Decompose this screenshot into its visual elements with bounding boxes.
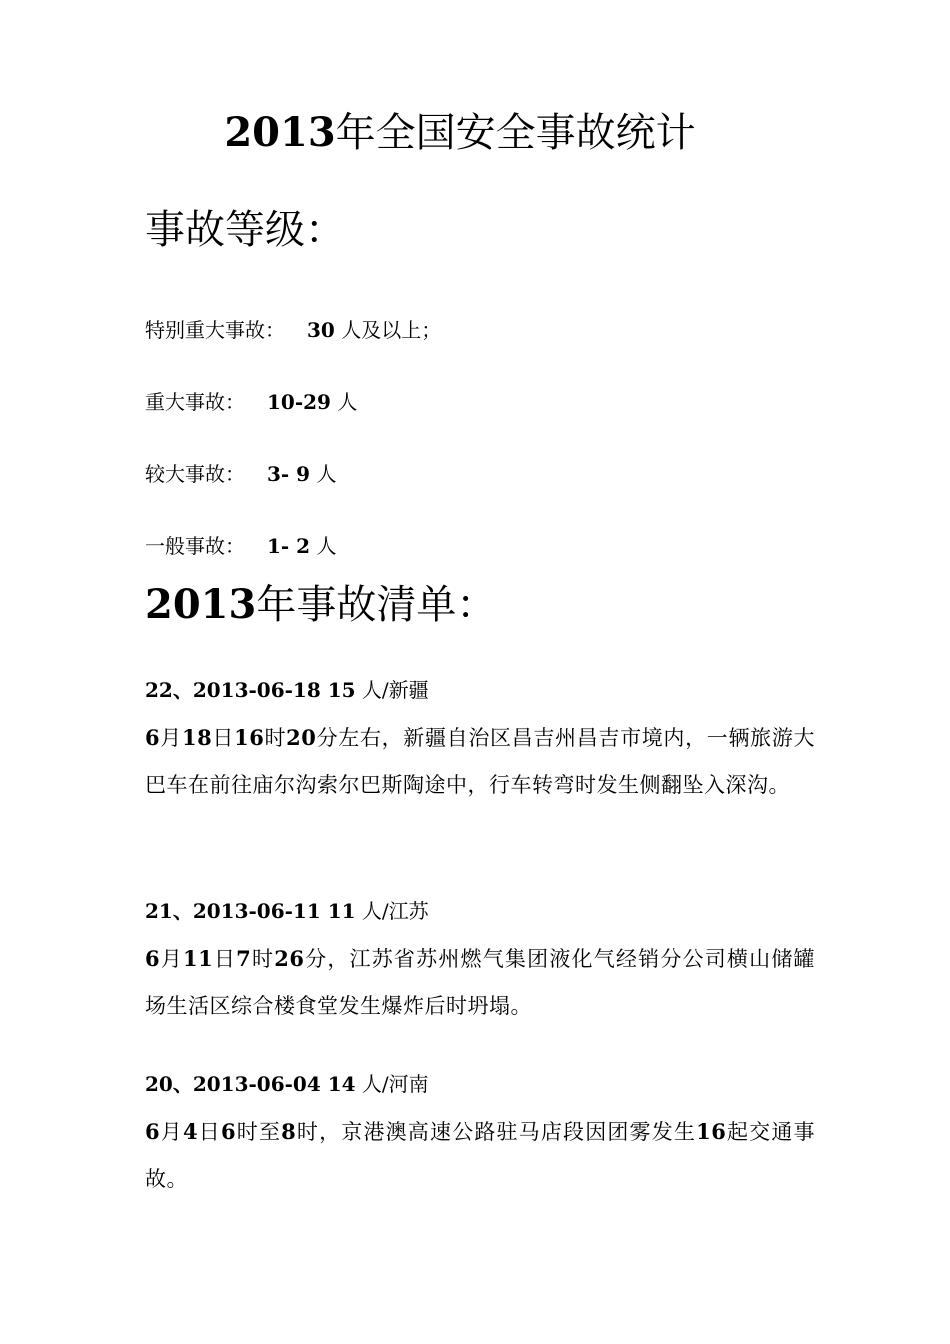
accident-header: 20、2013-06-04 14 人/河南	[145, 1072, 429, 1096]
level-label: 一般事故：	[145, 534, 245, 558]
accident-entry-22	[145, 676, 815, 809]
accident-entry-20	[145, 1070, 815, 1203]
level-row-major	[145, 388, 357, 416]
level-value: 1- 2 人	[267, 534, 337, 558]
title-year: 2013	[224, 109, 336, 156]
accident-description: 6月4日6时至8时，京港澳高速公路驻马店段因团雾发生16起交通事故。	[145, 1119, 816, 1191]
level-label: 较大事故：	[145, 462, 245, 486]
levels-heading: 事故等级：	[145, 207, 345, 253]
list-heading-text: 年事故清单：	[256, 582, 497, 628]
level-value: 30 人及以上；	[307, 318, 442, 342]
accident-description: 6月18日16时20分左右，新疆自治区昌吉州昌吉市境内，一辆旅游大巴车在前往庙尔沟索尔巴斯陶途中，行车转弯时发生侧翻坠入深沟。	[145, 725, 816, 797]
list-heading-year: 2013	[145, 581, 257, 628]
level-label: 特别重大事故：	[145, 318, 285, 342]
level-value: 3- 9 人	[267, 462, 337, 486]
accident-list-heading	[145, 578, 496, 632]
level-value: 10-29 人	[267, 390, 358, 414]
accident-header: 21、2013-06-11 11 人/江苏	[145, 899, 429, 923]
level-row-special	[145, 316, 441, 344]
level-row-larger	[145, 460, 336, 488]
document-title	[0, 106, 920, 160]
title-text: 年全国安全事故统计	[335, 110, 696, 156]
accident-header: 22、2013-06-18 15 人/新疆	[145, 678, 429, 702]
level-row-general	[145, 532, 336, 560]
level-label: 重大事故：	[145, 390, 245, 414]
accident-description: 6月11日7时26分，江苏省苏州燃气集团液化气经销分公司横山储罐场生活区综合楼食堂发生爆炸后时坍塌。	[145, 946, 816, 1018]
accident-entry-21	[145, 897, 815, 1030]
